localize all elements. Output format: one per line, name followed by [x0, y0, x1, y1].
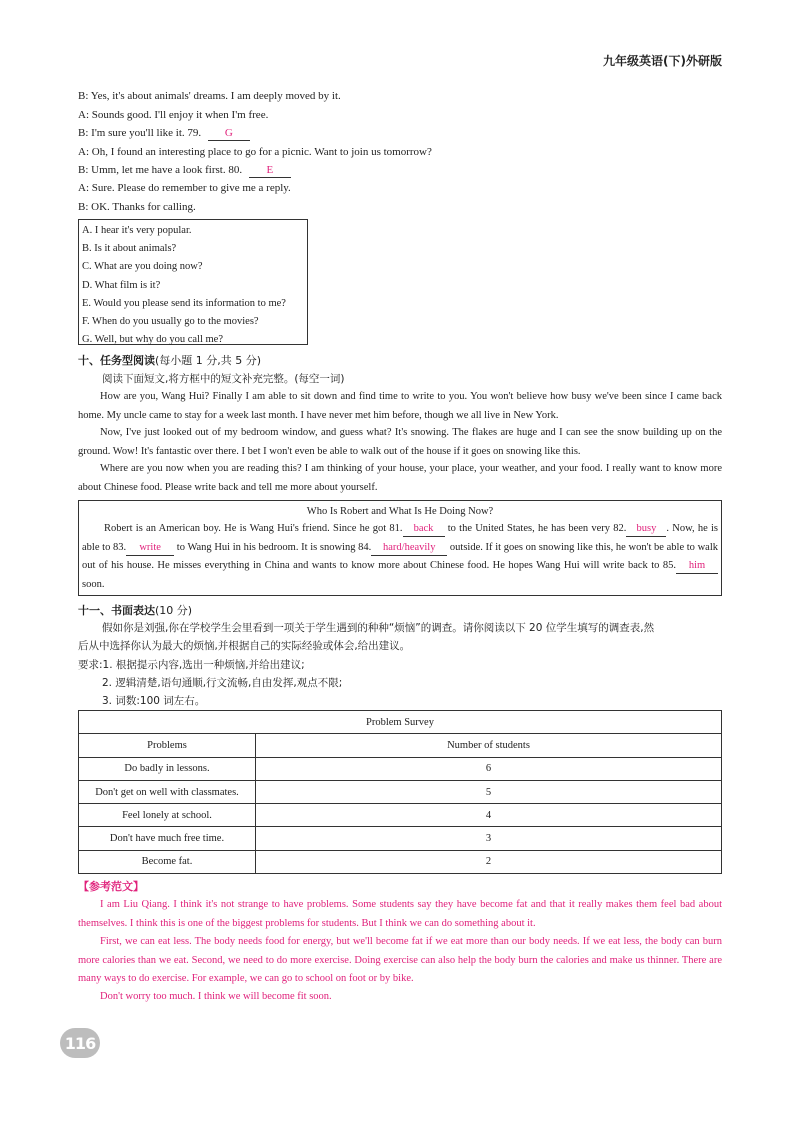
line-text: Umm, let me have a look first. 80. [91, 164, 243, 176]
section-score: (每小题 1 分,共 5 分) [155, 354, 262, 367]
answer-84: hard/heavily [371, 541, 447, 556]
option-d: D. What film is it? [82, 279, 161, 291]
option-c: C. What are you doing now? [82, 261, 203, 273]
speaker: B: [78, 90, 89, 102]
dialogue-line [78, 200, 196, 214]
count-cell: 4 [256, 804, 722, 827]
option-g: G. Well, but why do you call me? [82, 334, 223, 346]
requirement: 2. 逻辑清楚,语句通顺,行文流畅,自由发挥,观点不限; [102, 677, 343, 689]
summary-segment: to Wang Hui in his bedroom. It is snowing 84. [176, 541, 372, 553]
problem-cell: Do badly in lessons. [79, 757, 256, 780]
line-text: OK. Thanks for calling. [91, 201, 196, 213]
task-intro-line: 假如你是刘强,你在学校学生会里看到一项关于学生遇到的种种“烦恼”的调查。请你阅读以下 20 位学生填写的调查表,然 [102, 622, 655, 634]
answer-80: E [249, 163, 291, 178]
task-intro-line: 后从中选择你认为最大的烦恼,并根据自己的实际经验或体会,给出建议。 [78, 640, 411, 652]
summary-segment: to the United States, he has been very 82. [447, 523, 627, 534]
section-title: 书面表达 [111, 604, 155, 617]
option-a: A. I hear it's very popular. [82, 225, 192, 236]
section-11-heading [78, 602, 192, 618]
line-text: Oh, I found an interesting place to go for a picnic. Want to join us tomorrow? [91, 146, 432, 158]
section-score: (10 分) [155, 604, 193, 617]
passage-paragraph: Where are you now when you are reading this? I am thinking of your house, your place, your weather, and your food. I really want to know more about Chinese food. Please write back and tell me more about yourself. [78, 463, 722, 493]
summary-title: Who Is Robert and What Is He Doing Now? [306, 506, 494, 517]
answer-85: him [676, 559, 718, 574]
requirement: 3. 词数:100 词左右。 [102, 695, 206, 707]
table-row [79, 804, 722, 827]
section-number: 十、 [78, 354, 100, 367]
summary-segment: soon. [82, 578, 105, 590]
table-row [79, 850, 722, 873]
section-title: 任务型阅读 [100, 354, 155, 367]
problem-cell: Feel lonely at school. [79, 804, 256, 827]
option-b: B. Is it about animals? [82, 243, 177, 255]
line-text: Sure. Please do remember to give me a reply. [91, 182, 291, 194]
answer-82: busy [626, 522, 666, 537]
problem-cell: Don't have much free time. [79, 827, 256, 850]
count-cell: 6 [256, 757, 722, 780]
section-10-heading [78, 352, 261, 368]
option-e: E. Would you please send its information to me? [82, 297, 286, 309]
speaker: A: [78, 109, 89, 121]
table-row [79, 780, 722, 803]
problem-cell: Become fat. [79, 850, 256, 873]
dialogue-line [78, 126, 250, 141]
summary-box [78, 500, 722, 596]
passage-paragraph: Now, I've just looked out of my bedroom window, and guess what? It's snowing. The flakes are huge and I can see the snow building up on the ground. Wow! It's fantastic over there. I bet I won't even be able to walk out of the house if it goes on snowing like this. [78, 427, 722, 457]
dialogue-line [78, 181, 291, 195]
option-f: F. When do you usually go to the movies? [82, 316, 259, 328]
line-text: Sounds good. I'll enjoy it when I'm free. [91, 109, 269, 121]
answer-81: back [403, 522, 445, 537]
dialogue-line [78, 145, 432, 159]
summary-segment: . Now, he is able to 83. [82, 523, 718, 553]
page-number-badge: 116 [60, 1028, 100, 1058]
speaker: B: [78, 201, 89, 213]
options-box [78, 219, 308, 345]
problem-survey-table [78, 710, 722, 874]
summary-segment: Robert is an American boy. He is Wang Hui's friend. Since he got 81. [104, 523, 403, 534]
section-number: 十一、 [78, 604, 111, 617]
book-title: 九年级英语(下)外研版 [603, 54, 722, 68]
summary-segment: outside. If it goes on snowing like this, he won't be able to walk out of his house. He misses everything in China and wants to know more about Chinese food. He hopes Wang Hui will write back to 85. [82, 541, 719, 571]
reference-paragraph: Don't worry too much. I think we will become fit soon. [100, 991, 332, 1002]
answer-83: write [126, 541, 174, 556]
speaker: B: [78, 127, 89, 139]
summary-text [79, 520, 721, 594]
table-header-row [79, 734, 722, 757]
section-10-instruction: 阅读下面短文,将方框中的短文补充完整。(每空一词) [102, 373, 345, 385]
speaker: B: [78, 164, 89, 176]
dialogue-line [78, 108, 268, 122]
table-row [79, 757, 722, 780]
reference-paragraph: First, we can eat less. The body needs food for energy, but we'll become fat if we eat more than our body needs. If we eat less, the body can burn more calories than we eat. Second, we need to do more exercise. Doing exercise can also help the body burn the calories and make us thinner. There are many ways to do exercise. For example, we can go to school on foot or by bike. [78, 936, 722, 984]
speaker: A: [78, 146, 89, 158]
table-title-row [79, 711, 722, 734]
table-title: Problem Survey [79, 711, 722, 734]
dialogue-line [78, 89, 341, 103]
line-text: Yes, it's about animals' dreams. I am deeply moved by it. [90, 90, 341, 102]
line-text: I'm sure you'll like it. 79. [91, 127, 202, 139]
column-header: Problems [79, 734, 256, 757]
requirement: 要求:1. 根据提示内容,选出一种烦恼,并给出建议; [78, 659, 305, 671]
passage-paragraph: How are you, Wang Hui? Finally I am able to sit down and find time to write to you. You won't believe how busy we've been since I came back home. My uncle came to stay for a week last month. I have never met him before, though we all live in New York. [78, 391, 722, 421]
count-cell: 3 [256, 827, 722, 850]
speaker: A: [78, 182, 89, 194]
answer-79: G [208, 126, 250, 141]
problem-cell: Don't get on well with classmates. [79, 780, 256, 803]
dialogue-line [78, 163, 291, 178]
column-header: Number of students [256, 734, 722, 757]
table-row [79, 827, 722, 850]
count-cell: 5 [256, 780, 722, 803]
reference-label: 【参考范文】 [78, 880, 144, 893]
count-cell: 2 [256, 850, 722, 873]
reference-paragraph: I am Liu Qiang. I think it's not strange to have problems. Some students say they have become fat and that it really makes them feel bad about themselves. I think this is one of the biggest problems for students. But I think we can do something about it. [78, 899, 722, 929]
